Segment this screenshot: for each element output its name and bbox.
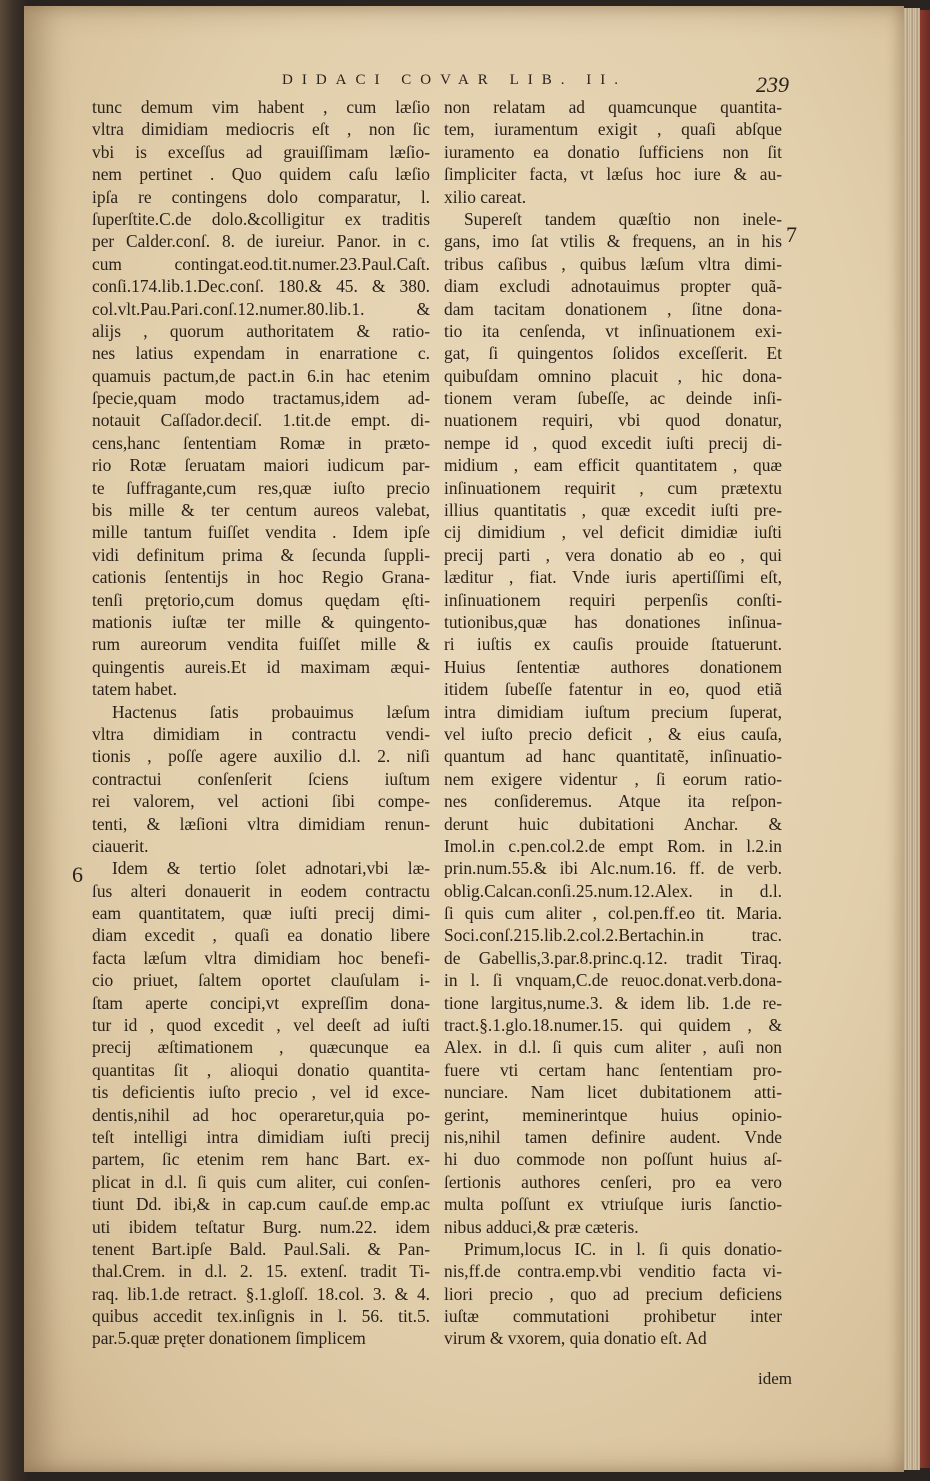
text-line: partem, ſic etenim rem hanc Bart. ex- (92, 1149, 430, 1170)
text-line: quibuſdam omnino placuit , hic dona- (444, 365, 782, 386)
text-line: nempe id , quod excedit iuſti precij di- (444, 432, 782, 453)
text-line: Primum,locus IC. in l. ſi quis donatio- (464, 1238, 782, 1259)
text-line: Idem & tertio ſolet adnotari,vbi læ- (112, 858, 430, 879)
text-line: tract.§.1.glo.18.numer.15. qui quidem , & (444, 1015, 782, 1036)
text-line: Alex. in d.l. ſi quis cum aliter , auſi non (444, 1037, 782, 1058)
text-line: tiunt Dd. ibi,& in cap.cum cauſ.de emp.ac (92, 1194, 430, 1215)
text-line: ſimpliciter facta, vt læſus hoc iure & au- (444, 164, 782, 185)
text-line: de Gabellis,3.par.8.princ.q.12. tradit Tiraq. (444, 947, 782, 968)
text-line: precij parti , vera donatio ab eo , qui (444, 544, 782, 565)
text-line: tio ita cenſenda, vt inſinuationem exi- (444, 320, 782, 341)
text-line: thal.Crem. in d.l. 2. 15. extenſ. tradit Ti- (92, 1261, 430, 1282)
right-text-column (444, 96, 782, 1350)
text-line: gat, ſi quingentos ſolidos exceſſerit. Et (444, 343, 782, 364)
text-line: quamuis pactum,de pact.in 6.in hac etenim (92, 365, 430, 386)
text-line: teſt intelligi intra dimidiam iuſti precij (92, 1126, 430, 1147)
text-line: illius quantitatis , quæ excedit iuſti pre- (444, 500, 782, 521)
text-line: tenſi prętorio,cum domus quędam ęſti- (92, 589, 430, 610)
text-line: oblig.Calcan.conſi.25.num.12.Alex. in d.l. (444, 880, 782, 901)
text-line: contractui conſenſerit ſciens iuſtum (92, 768, 430, 789)
margin-number-right: 7 (786, 222, 797, 247)
text-line: quingentis aureis.Et id maximam æqui- (92, 656, 430, 677)
text-line: vel iuſto precio deficit , & eius cauſa, (444, 723, 782, 744)
text-line: ſi quis cum aliter , col.pen.ff.eo tit. Maria. (444, 903, 782, 924)
text-line: quantitas ſit , alioqui donatio quantita- (92, 1059, 430, 1080)
text-line: prin.num.55.& ibi Alc.num.16. ff. de verb. (444, 858, 782, 879)
text-line: rei valorem, vel actioni ſibi compe- (92, 791, 430, 812)
running-title: DIDACI COVAR LIB. II. (282, 72, 627, 88)
text-line: col.vlt.Pau.Pari.conſ.12.numer.80.lib.1. & (92, 298, 430, 319)
text-line: alijs , quorum authoritatem & ratio- (92, 320, 430, 341)
text-line: dam tacitam donationem , ſitne dona- (444, 298, 782, 319)
text-line: cio priuet, ſaltem oportet clauſulam i- (92, 970, 430, 991)
left-text-column (92, 96, 430, 1350)
text-line: tenent Bart.ipſe Bald. Paul.Sali. & Pan- (92, 1238, 430, 1259)
text-line: quantum ad hanc quantitatẽ, inſinuatio- (444, 746, 782, 767)
text-line: tione largitus,nume.3. & idem lib. 1.de re- (444, 992, 782, 1013)
text-line: precij æſtimationem , quæcunque ea (92, 1037, 430, 1058)
text-line: par.5.quæ pręter donationem ſimplicem (92, 1328, 366, 1349)
text-line: tis deficientis iuſto precio , vel id exce- (92, 1082, 430, 1103)
text-line: per Calder.conſ. 8. de iureiur. Panor. in c. (92, 231, 430, 252)
text-line: tatem habet. (92, 679, 177, 700)
text-line: ſus alteri donauerit in eodem contractu (92, 880, 430, 901)
margin-number-left: 6 (72, 862, 83, 887)
text-line: iuramento ea donatio ſufficiens non ſit (444, 141, 782, 162)
text-line: facta læſum vltra dimidiam hoc benefi- (92, 947, 430, 968)
text-line: virum & vxorem, quia donatio eſt. Ad (444, 1328, 707, 1349)
text-line: nis,ff.de contra.emp.vbi venditio facta vi- (444, 1261, 782, 1282)
text-line: nem pertinet . Quo quidem caſu læſio (92, 164, 430, 185)
text-line: iuſtæ commutationi prohibetur inter (444, 1306, 782, 1327)
text-line: ſpecie,quam modo tractamus,idem ad- (92, 388, 430, 409)
text-line: in l. ſi vnquam,C.de reuoc.donat.verb.dona- (444, 970, 782, 991)
text-line: nes latius expendam in enarratione c. (92, 343, 430, 364)
text-line: gans, imo ſat vtilis & frequens, an in his (444, 231, 782, 252)
text-line: rum aureorum vendita fuiſſet mille & (92, 634, 430, 655)
catchword: idem (758, 1369, 792, 1388)
text-line: rio Rotæ ſeruatam maiori iudicum par- (92, 455, 430, 476)
text-line: tenti, & læſioni vltra dimidiam renun- (92, 813, 430, 834)
text-line: cum contingat.eod.tit.numer.23.Paul.Caſt. (92, 253, 430, 274)
text-line: vbi is exceſſus ad grauiſſimam læſio- (92, 141, 430, 162)
text-line: gerint, meminerintque huius opinio- (444, 1104, 782, 1125)
text-line: multa poſſunt ex vtriuſque iuris ſanctio- (444, 1194, 782, 1215)
text-line: nis,nihil tamen definire audent. Vnde (444, 1126, 782, 1147)
text-line: ſuperſtite.C.de dolo.&colligitur ex traditis (92, 208, 430, 229)
text-line: cationis ſententijs in hoc Regio Grana- (92, 567, 430, 588)
text-line: diam excludi adnotauimus propter quã- (444, 276, 782, 297)
text-line: nem exigere videntur , ſi eorum ratio- (444, 768, 782, 789)
text-line: ſtam aperte concipi,vt expreſſim dona- (92, 992, 430, 1013)
text-line: nibus adduci,& præ cæteris. (444, 1216, 639, 1237)
text-line: ri iuſtis ex cauſis prouide ſtatuerunt. (444, 634, 782, 655)
text-line: vidi definitum prima & ſecunda ſuppli- (92, 544, 430, 565)
text-line: inſinuationem requiri perpenſis conſti- (444, 589, 782, 610)
text-line: te ſuffragante,cum res,quæ iuſto precio (92, 477, 430, 498)
book-cover-edge (920, 10, 930, 1468)
text-line: vltra dimidiam in contractu vendi- (92, 723, 430, 744)
text-line: fuere vti certam hanc ſententiam pro- (444, 1059, 782, 1080)
text-line: tur id , quod excedit , vel deeſt ad iuſti (92, 1015, 430, 1036)
text-line: intra dimidiam iuſtum precium ſuperat, (444, 701, 782, 722)
text-line: plicat in d.l. ſi quis cum aliter, cui conſen- (92, 1171, 430, 1192)
text-line: notauit Caſſador.deciſ. 1.tit.de empt. di- (92, 410, 430, 431)
text-line: tem, iuramentum exigit , quaſi abſque (444, 119, 782, 140)
text-line: tunc demum vim habent , cum læſio (92, 97, 430, 117)
text-line: midium , eam efficit quantitatem , quæ (444, 455, 782, 476)
text-line: tribus caſibus , quibus læſum vltra dimi- (444, 253, 782, 274)
text-line: non relatam ad quamcunque quantita- (444, 97, 782, 117)
text-line: itidem ſubeſſe fatentur in eo, quod etiã (444, 679, 782, 700)
text-line: inſinuationem requirit , cum prætextu (444, 477, 782, 498)
text-line: Supereſt tandem quæſtio non inele- (464, 208, 782, 229)
text-line: ſertionis authores cenſeri, pro ea vero (444, 1171, 782, 1192)
page-edges (904, 8, 920, 1470)
text-line: quibus accedit tex.inſignis in l. 56. tit.5. (92, 1306, 430, 1327)
text-line: derunt huic dubitationi Anchar. & (444, 813, 782, 834)
text-line: tionem veram ſubeſſe, ac deinde inſi- (444, 388, 782, 409)
text-line: conſi.174.lib.1.Dec.conſ. 180.& 45. & 380. (92, 276, 430, 297)
text-line: Hactenus ſatis probauimus læſum (112, 701, 430, 722)
text-line: mille tantum fuiſſet vendita . Idem ipſe (92, 522, 430, 543)
text-line: cens,hanc ſententiam Romæ in præto- (92, 432, 430, 453)
text-line: dentis,nihil ad hoc operaretur,quia po- (92, 1104, 430, 1125)
text-line: nunciare. Nam licet dubitationem atti- (444, 1082, 782, 1103)
text-line: Soci.conſ.215.lib.2.col.2.Bertachin.in trac. (444, 925, 782, 946)
text-line: uti ibidem teſtatur Burg. num.22. idem (92, 1216, 430, 1237)
text-line: mationis iuſtæ ter mille & quingento- (92, 611, 430, 632)
text-line: tutionibus,quæ has donationes inſinua- (444, 611, 782, 632)
page-number: 239 (756, 72, 789, 97)
text-line: Imol.in c.pen.col.2.de empt Rom. in l.2.in (444, 835, 782, 856)
text-line: eam quantitatem, quæ iuſti precij dimi- (92, 903, 430, 924)
text-line: Huius ſententiæ authores donationem (444, 656, 782, 677)
text-line: hi duo commode non poſſunt huius aſ- (444, 1149, 782, 1170)
text-line: nes conſideremus. Atque ita reſpon- (444, 791, 782, 812)
text-line: ipſa re contingens dolo comparatur, l. (92, 186, 430, 207)
text-line: diam excedit , quaſi ea donatio libere (92, 925, 430, 946)
text-line: vltra dimidiam mediocris eſt , non ſic (92, 119, 430, 140)
text-line: liori precio , quo ad precium deficiens (444, 1283, 782, 1304)
text-line: ciauerit. (92, 835, 149, 856)
text-line: læditur , fiat. Vnde iuris apertiſſimi eſt, (444, 567, 782, 588)
text-line: cij dimidium , vel deficit dimidiæ iuſti (444, 522, 782, 543)
text-line: nuationem requiri, vbi quod donatur, (444, 410, 782, 431)
text-line: xilio careat. (444, 186, 527, 207)
text-line: bis mille & ter centum aureos valebat, (92, 500, 430, 521)
text-line: raq. lib.1.de retract. §.1.gloſſ. 18.col. 3. & 4. (92, 1283, 430, 1304)
text-line: tionis , poſſe agere auxilio d.l. 2. niſi (92, 746, 430, 767)
